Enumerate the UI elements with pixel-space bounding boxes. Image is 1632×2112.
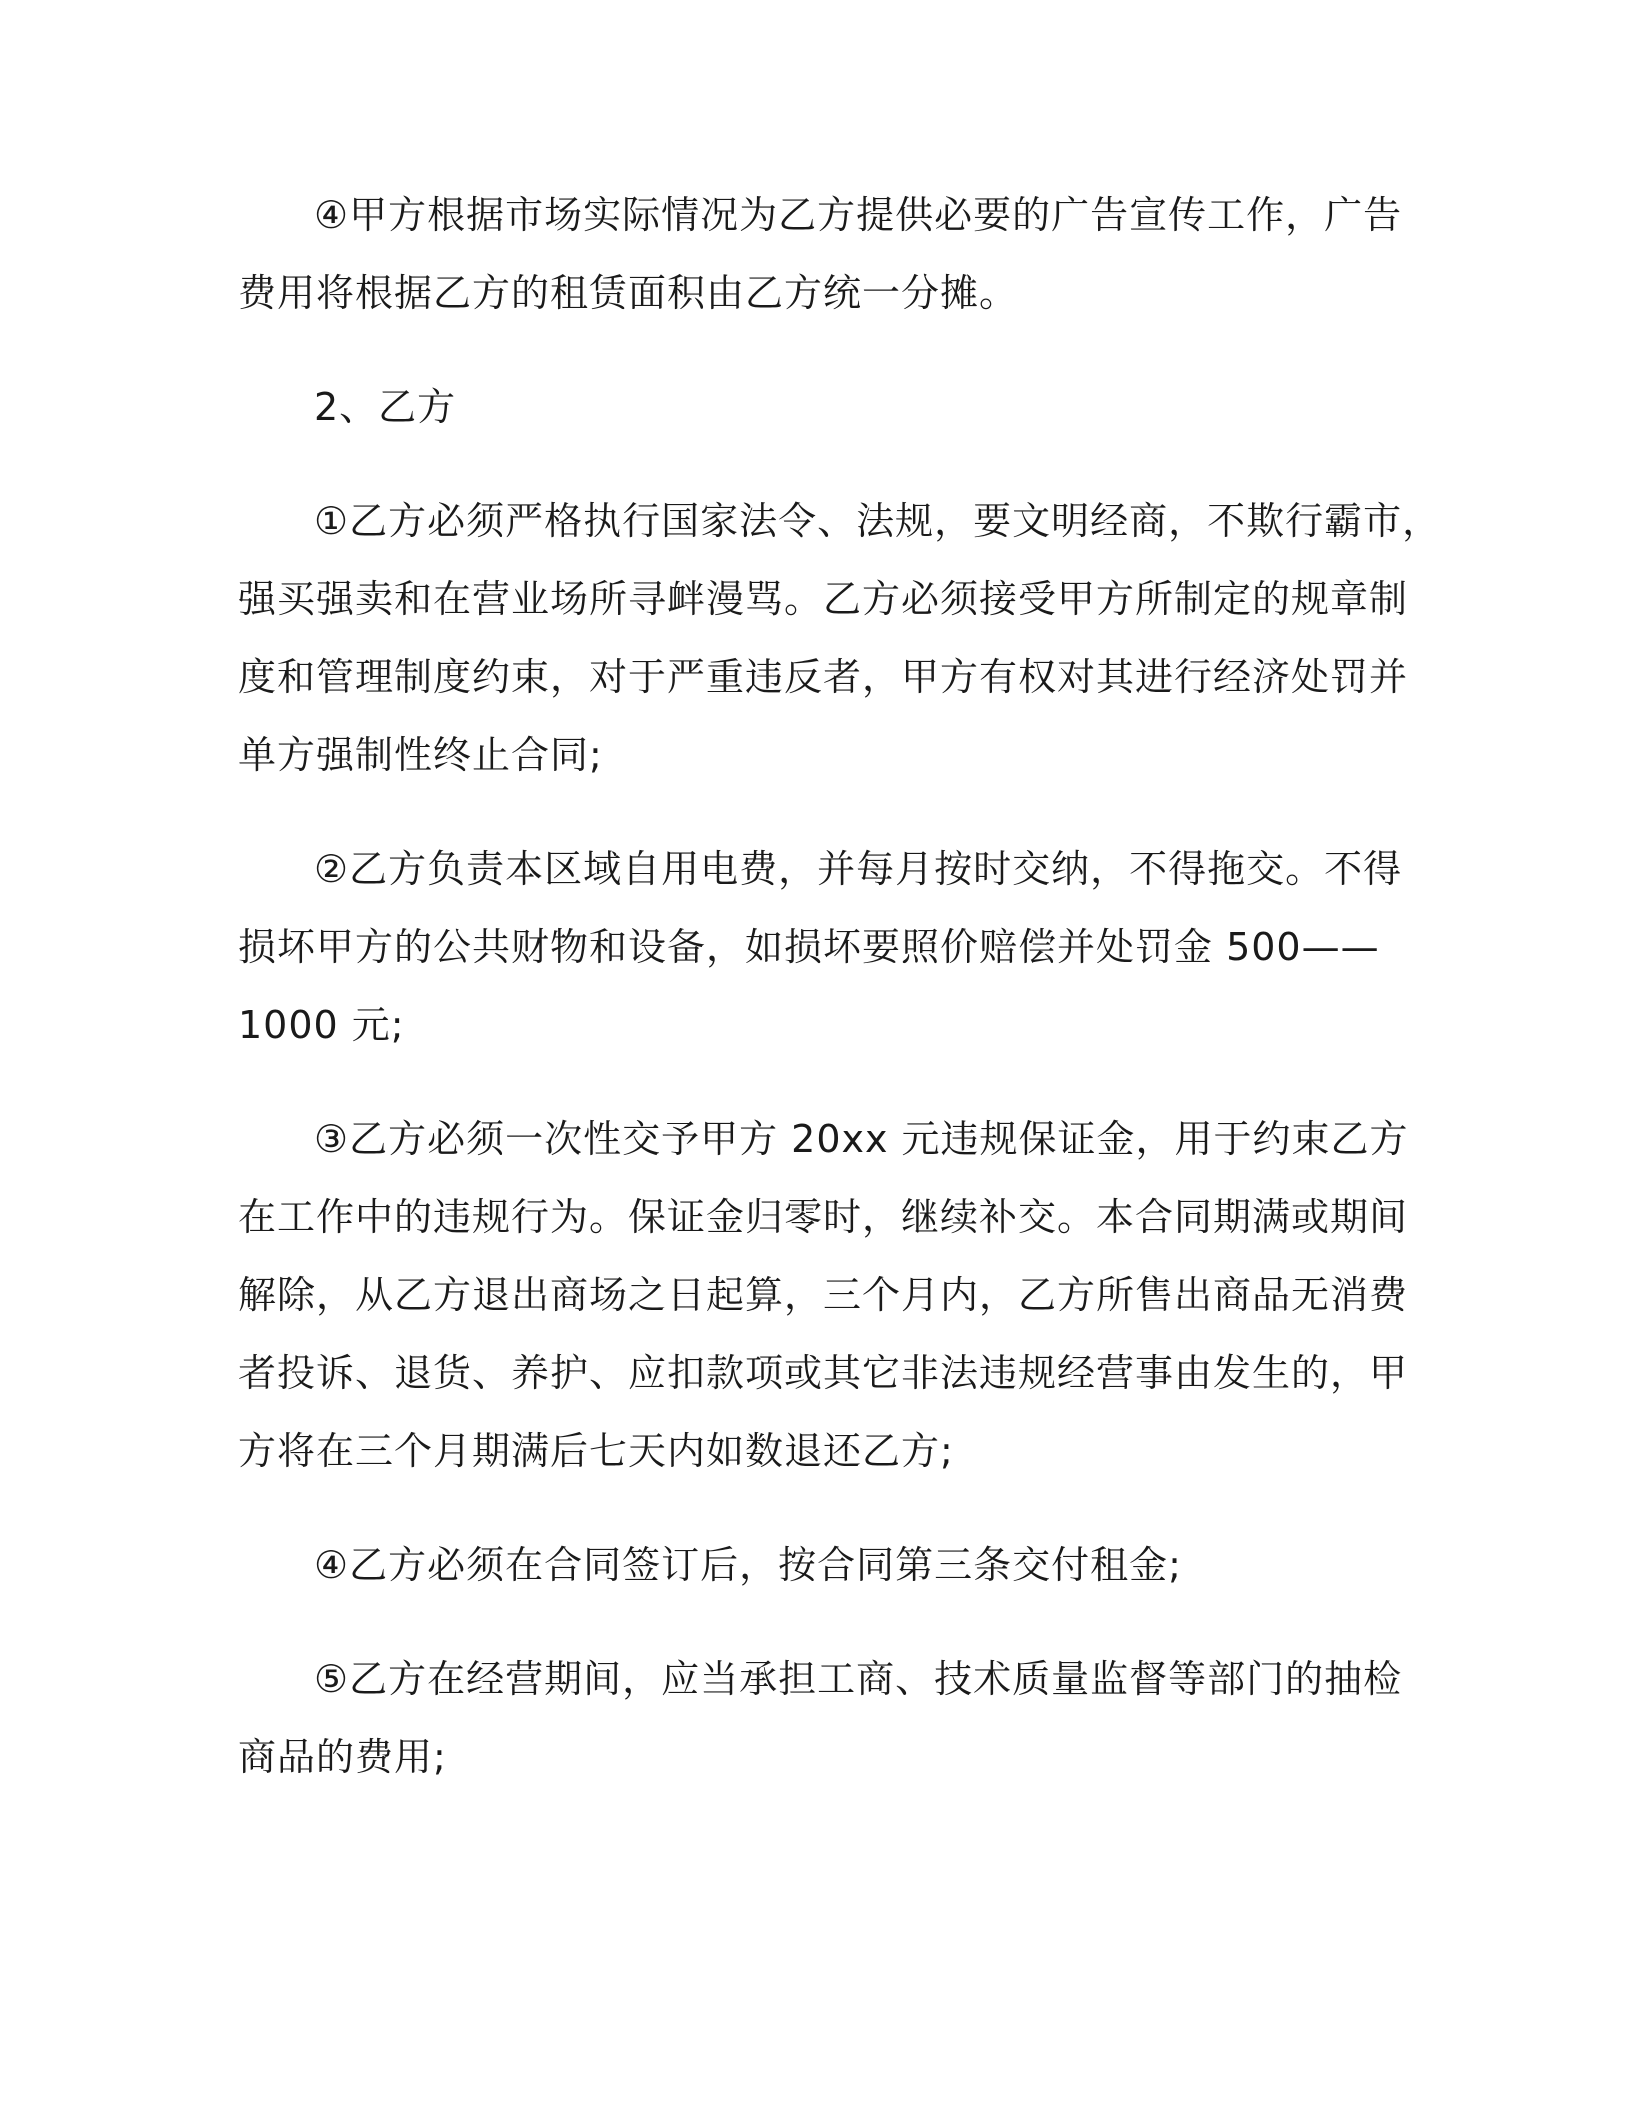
paragraph-clause-1 <box>238 482 1442 794</box>
paragraph-line: 解除，从乙方退出商场之日起算，三个月内，乙方所售出商品无消费 <box>238 1273 1409 1317</box>
paragraph-clause-5 <box>238 1640 1403 1796</box>
document-body <box>238 176 1442 1832</box>
section-heading-text: 2、乙方 <box>314 385 457 429</box>
paragraph-line: ②乙方负责本区域自用电费，并每月按时交纳，不得拖交。不得 <box>314 847 1403 891</box>
paragraph-line: ①乙方必须严格执行国家法令、法规，要文明经商，不欺行霸市， <box>314 499 1442 543</box>
paragraph-advertising <box>238 176 1403 332</box>
paragraph-line: 者投诉、退货、养护、应扣款项或其它非法违规经营事由发生的，甲 <box>238 1351 1409 1395</box>
paragraph-line: ④乙方必须在合同签订后，按合同第三条交付租金; <box>314 1543 1182 1587</box>
section-heading-party-b <box>238 368 1388 446</box>
paragraph-line: 1000 元; <box>238 1003 405 1047</box>
paragraph-line: ⑤乙方在经营期间，应当承担工商、技术质量监督等部门的抽检 <box>314 1657 1403 1701</box>
paragraph-line: 损坏甲方的公共财物和设备，如损坏要照价赔偿并处罚金 500—— <box>238 925 1380 969</box>
paragraph-line: 单方强制性终止合同; <box>238 733 603 777</box>
paragraph-line: ③乙方必须一次性交予甲方 20xx 元违规保证金，用于约束乙方 <box>314 1117 1409 1161</box>
paragraph-clause-2 <box>238 830 1403 1064</box>
paragraph-line: ④甲方根据市场实际情况为乙方提供必要的广告宣传工作，广告 <box>314 193 1403 237</box>
paragraph-line: 方将在三个月期满后七天内如数退还乙方; <box>238 1429 954 1473</box>
paragraph-line: 费用将根据乙方的租赁面积由乙方统一分摊。 <box>238 271 1019 315</box>
paragraph-clause-4 <box>238 1526 1388 1604</box>
paragraph-clause-3 <box>238 1100 1409 1490</box>
paragraph-line: 商品的费用; <box>238 1735 447 1779</box>
paragraph-line: 度和管理制度约束，对于严重违反者，甲方有权对其进行经济处罚并 <box>238 655 1409 699</box>
paragraph-line: 在工作中的违规行为。保证金归零时，继续补交。本合同期满或期间 <box>238 1195 1409 1239</box>
paragraph-line: 强买强卖和在营业场所寻衅漫骂。乙方必须接受甲方所制定的规章制 <box>238 577 1409 621</box>
